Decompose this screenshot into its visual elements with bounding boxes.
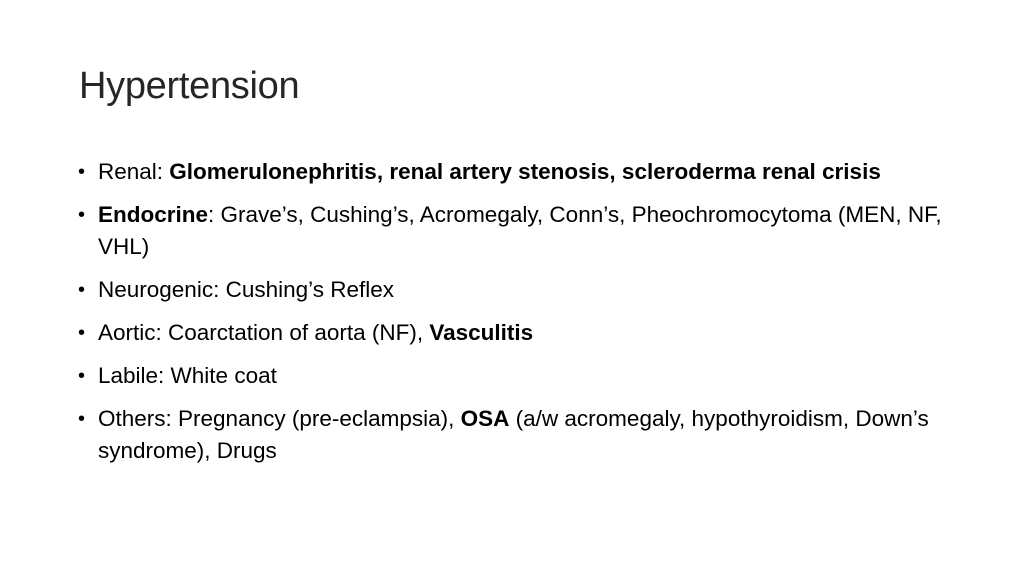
bullet-item-renal [76, 156, 956, 188]
bullet-item-endocrine [76, 199, 956, 263]
bullet-text: Renal: [98, 159, 170, 184]
bullet-dot-icon: • [78, 161, 86, 183]
bullet-text-bold: OSA [460, 406, 510, 431]
bullet-text-bold: Vasculitis [429, 320, 534, 345]
bullet-dot-icon: • [78, 365, 86, 387]
bullet-dot-icon: • [78, 279, 86, 301]
slide-title: Hypertension [79, 65, 300, 107]
bullet-item-others [76, 403, 956, 467]
bullet-text: Neurogenic: Cushing’s Reflex [98, 277, 394, 302]
bullet-dot-icon: • [78, 322, 86, 344]
bullet-text-bold: Endocrine [98, 202, 209, 227]
bullet-text: (a/w acromegaly, hypothyroidism, Down’s syndrome), Drugs [98, 406, 929, 463]
bullet-text: Labile: White coat [98, 363, 277, 388]
bullet-list [76, 156, 956, 478]
bullet-item-aortic [76, 317, 956, 349]
bullet-text: Aortic: Coarctation of aorta (NF), [98, 320, 430, 345]
bullet-item-labile [76, 360, 956, 392]
bullet-text: : Grave’s, Cushing’s, Acromegaly, Conn’s, Pheochromocytoma (MEN, NF, VHL) [98, 202, 942, 259]
bullet-dot-icon: • [78, 408, 86, 430]
bullet-text: Others: Pregnancy (pre-eclampsia), [98, 406, 461, 431]
bullet-dot-icon: • [78, 204, 86, 226]
bullet-item-neurogenic [76, 274, 956, 306]
bullet-text-bold: Glomerulonephritis, renal artery stenosis, scleroderma renal crisis [169, 159, 881, 184]
